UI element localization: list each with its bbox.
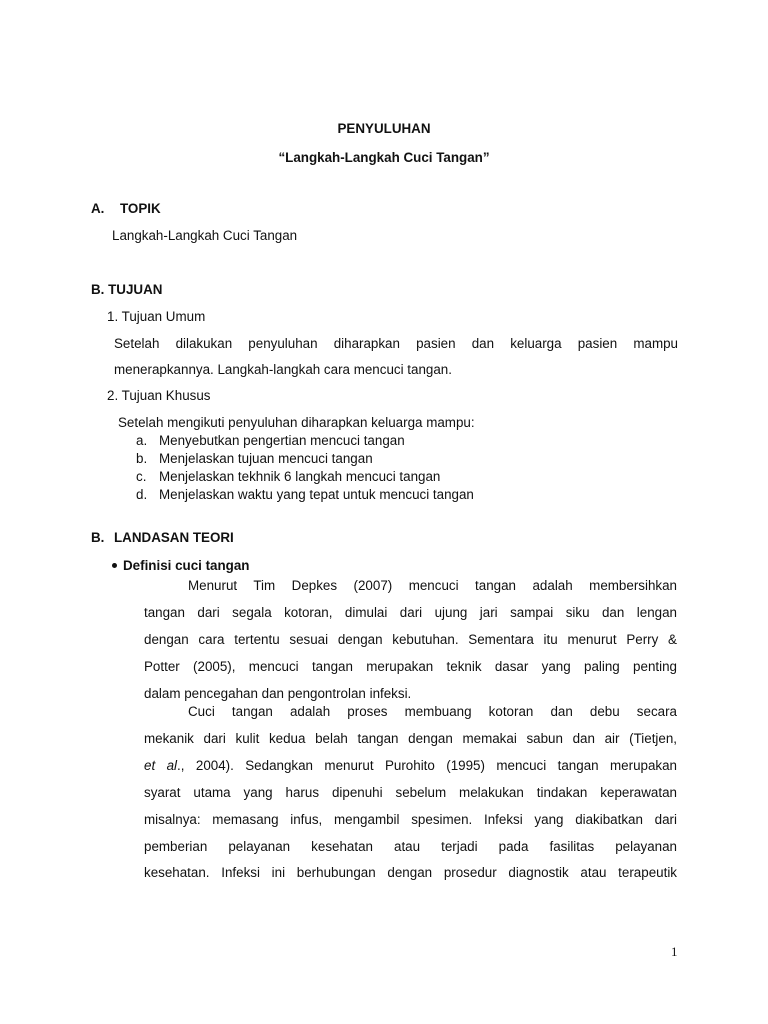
list-item: Menjelaskan tekhnik 6 langkah mencuci tangan	[159, 469, 441, 484]
list-item-marker: b.	[136, 451, 148, 466]
section-a-content: Langkah-Langkah Cuci Tangan	[112, 228, 298, 243]
list-item-marker: d.	[136, 487, 148, 502]
bullet-title: Definisi cuci tangan	[123, 558, 250, 573]
tujuan-umum-line-1: Setelah dilakukan penyuluhan diharapkan pasien dan keluarga pasien mampu	[114, 336, 678, 351]
para2-line-6: pemberian pelayanan kesehatan atau terjadi pada fasilitas pelayanan	[144, 839, 677, 854]
list-item: Menyebutkan pengertian mencuci tangan	[159, 433, 405, 448]
para1-line-5: dalam pencegahan dan pengontrolan infeksi.	[144, 686, 412, 701]
para2-line-3-rest: ., 2004). Sedangkan menurut Purohito (1995) mencuci tangan merupakan	[177, 758, 678, 773]
list-item-marker: a.	[136, 433, 148, 448]
page-number: 1	[671, 944, 678, 959]
list-item-marker: c.	[136, 469, 147, 484]
para1-line-2: tangan dari segala kotoran, dimulai dari ujung jari sampai siku dan lengan	[144, 605, 677, 620]
document-title: PENYULUHAN	[337, 121, 431, 136]
section-b-landasan-label: B.	[91, 530, 105, 545]
para1-line-1: Menurut Tim Depkes (2007) mencuci tangan adalah membersihkan	[188, 578, 677, 593]
tujuan-umum-line-2: menerapkannya. Langkah-langkah cara mencuci tangan.	[114, 362, 452, 377]
para2-line-5: misalnya: memasang infus, mengambil spesimen. Infeksi yang diakibatkan dari	[144, 812, 677, 827]
bullet-heading	[112, 558, 250, 573]
para2-line-3	[144, 758, 677, 773]
para2-line-2: mekanik dari kulit kedua belah tangan dengan memakai sabun dan air (Tietjen,	[144, 731, 677, 746]
tujuan-khusus-intro: Setelah mengikuti penyuluhan diharapkan keluarga mampu:	[118, 415, 475, 430]
bullet-icon	[112, 563, 117, 568]
list-item: Menjelaskan waktu yang tepat untuk mencuci tangan	[159, 487, 474, 502]
tujuan-khusus-label: 2. Tujuan Khusus	[107, 388, 211, 403]
para1-line-3: dengan cara tertentu sesuai dengan kebutuhan. Sementara itu menurut Perry &	[144, 632, 677, 647]
section-a-heading: TOPIK	[120, 201, 161, 216]
para2-line-1: Cuci tangan adalah proses membuang kotoran dan debu secara	[188, 704, 677, 719]
para2-line-3-italic: et al	[144, 758, 178, 773]
section-b-tujuan-heading: B. TUJUAN	[91, 282, 163, 297]
document-subtitle: “Langkah-Langkah Cuci Tangan”	[278, 150, 490, 165]
para2-line-4: syarat utama yang harus dipenuhi sebelum melakukan tindakan keperawatan	[144, 785, 677, 800]
para1-line-4: Potter (2005), mencuci tangan merupakan teknik dasar yang paling penting	[144, 659, 677, 674]
tujuan-umum-label: 1. Tujuan Umum	[107, 309, 206, 324]
section-b-landasan-heading: LANDASAN TEORI	[114, 530, 234, 545]
list-item: Menjelaskan tujuan mencuci tangan	[159, 451, 373, 466]
section-a-label: A.	[91, 201, 105, 216]
para2-line-7: kesehatan. Infeksi ini berhubungan dengan prosedur diagnostik atau terapeutik	[144, 865, 677, 880]
